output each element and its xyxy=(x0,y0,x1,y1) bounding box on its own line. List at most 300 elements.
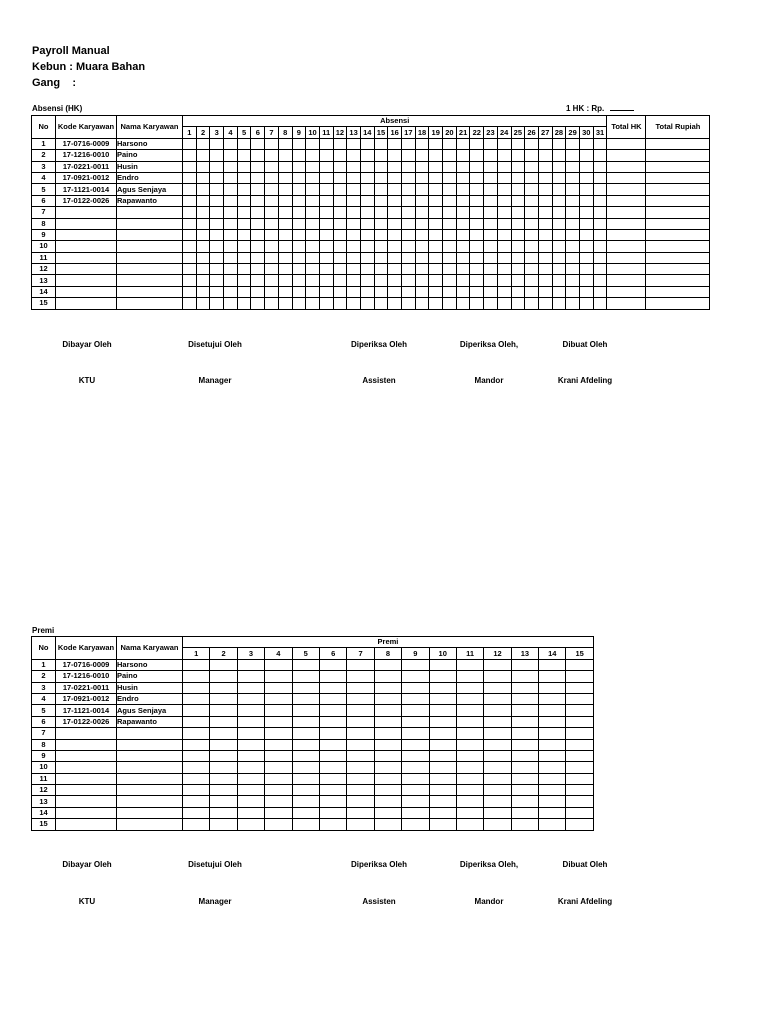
attendance-cell[interactable] xyxy=(360,275,374,286)
premi-cell[interactable] xyxy=(566,785,593,796)
attendance-cell[interactable] xyxy=(388,264,402,275)
attendance-cell[interactable] xyxy=(374,184,388,195)
attendance-cell[interactable] xyxy=(525,184,539,195)
attendance-cell[interactable] xyxy=(388,150,402,161)
premi-cell[interactable] xyxy=(456,693,483,704)
attendance-cell[interactable] xyxy=(456,207,470,218)
premi-cell[interactable] xyxy=(484,693,511,704)
premi-cell[interactable] xyxy=(210,750,237,761)
attendance-cell[interactable] xyxy=(347,264,361,275)
attendance-cell[interactable] xyxy=(579,264,593,275)
attendance-cell[interactable] xyxy=(265,172,279,183)
attendance-cell[interactable] xyxy=(374,241,388,252)
premi-cell[interactable] xyxy=(292,807,319,818)
attendance-cell[interactable] xyxy=(497,172,511,183)
attendance-cell[interactable] xyxy=(552,264,566,275)
attendance-cell[interactable] xyxy=(497,252,511,263)
premi-cell[interactable] xyxy=(429,693,456,704)
attendance-cell[interactable] xyxy=(265,161,279,172)
premi-cell[interactable] xyxy=(237,762,264,773)
premi-cell[interactable] xyxy=(319,671,346,682)
attendance-cell[interactable] xyxy=(593,184,607,195)
attendance-cell[interactable] xyxy=(552,275,566,286)
total-rupiah-cell[interactable] xyxy=(646,264,710,275)
total-hk-cell[interactable] xyxy=(607,218,646,229)
attendance-cell[interactable] xyxy=(333,218,347,229)
attendance-cell[interactable] xyxy=(278,241,292,252)
attendance-cell[interactable] xyxy=(196,172,210,183)
attendance-cell[interactable] xyxy=(210,138,224,149)
attendance-cell[interactable] xyxy=(333,161,347,172)
attendance-cell[interactable] xyxy=(470,172,484,183)
attendance-cell[interactable] xyxy=(251,229,265,240)
attendance-cell[interactable] xyxy=(402,150,416,161)
attendance-cell[interactable] xyxy=(360,161,374,172)
attendance-cell[interactable] xyxy=(237,286,251,297)
attendance-cell[interactable] xyxy=(347,241,361,252)
premi-cell[interactable] xyxy=(566,819,593,830)
premi-cell[interactable] xyxy=(319,796,346,807)
attendance-cell[interactable] xyxy=(429,150,443,161)
premi-cell[interactable] xyxy=(539,796,566,807)
premi-cell[interactable] xyxy=(292,659,319,670)
attendance-cell[interactable] xyxy=(347,252,361,263)
attendance-cell[interactable] xyxy=(497,161,511,172)
premi-cell[interactable] xyxy=(402,659,429,670)
attendance-cell[interactable] xyxy=(265,275,279,286)
attendance-cell[interactable] xyxy=(415,252,429,263)
attendance-cell[interactable] xyxy=(224,241,238,252)
attendance-cell[interactable] xyxy=(251,286,265,297)
premi-cell[interactable] xyxy=(539,807,566,818)
attendance-cell[interactable] xyxy=(525,172,539,183)
premi-cell[interactable] xyxy=(292,693,319,704)
premi-cell[interactable] xyxy=(402,819,429,830)
attendance-cell[interactable] xyxy=(278,264,292,275)
attendance-cell[interactable] xyxy=(484,218,498,229)
attendance-cell[interactable] xyxy=(374,195,388,206)
premi-cell[interactable] xyxy=(292,728,319,739)
attendance-cell[interactable] xyxy=(278,184,292,195)
attendance-cell[interactable] xyxy=(552,195,566,206)
attendance-cell[interactable] xyxy=(511,195,525,206)
attendance-cell[interactable] xyxy=(210,184,224,195)
premi-cell[interactable] xyxy=(347,796,374,807)
premi-cell[interactable] xyxy=(183,739,210,750)
attendance-cell[interactable] xyxy=(402,241,416,252)
attendance-cell[interactable] xyxy=(210,252,224,263)
attendance-cell[interactable] xyxy=(484,184,498,195)
premi-cell[interactable] xyxy=(265,750,292,761)
attendance-cell[interactable] xyxy=(306,229,320,240)
attendance-cell[interactable] xyxy=(415,298,429,309)
attendance-cell[interactable] xyxy=(538,252,552,263)
attendance-cell[interactable] xyxy=(237,207,251,218)
attendance-cell[interactable] xyxy=(443,161,457,172)
total-hk-cell[interactable] xyxy=(607,138,646,149)
attendance-cell[interactable] xyxy=(237,138,251,149)
premi-cell[interactable] xyxy=(319,807,346,818)
premi-cell[interactable] xyxy=(429,762,456,773)
attendance-cell[interactable] xyxy=(497,286,511,297)
premi-cell[interactable] xyxy=(429,705,456,716)
attendance-cell[interactable] xyxy=(333,207,347,218)
premi-cell[interactable] xyxy=(183,671,210,682)
total-rupiah-cell[interactable] xyxy=(646,218,710,229)
attendance-cell[interactable] xyxy=(306,207,320,218)
attendance-cell[interactable] xyxy=(593,195,607,206)
attendance-cell[interactable] xyxy=(292,218,306,229)
premi-cell[interactable] xyxy=(183,773,210,784)
attendance-cell[interactable] xyxy=(196,184,210,195)
premi-cell[interactable] xyxy=(511,671,538,682)
premi-cell[interactable] xyxy=(319,705,346,716)
attendance-cell[interactable] xyxy=(196,218,210,229)
premi-cell[interactable] xyxy=(456,807,483,818)
attendance-cell[interactable] xyxy=(292,207,306,218)
premi-cell[interactable] xyxy=(183,819,210,830)
premi-cell[interactable] xyxy=(539,819,566,830)
premi-cell[interactable] xyxy=(511,728,538,739)
attendance-cell[interactable] xyxy=(210,241,224,252)
premi-cell[interactable] xyxy=(402,762,429,773)
attendance-cell[interactable] xyxy=(579,172,593,183)
attendance-cell[interactable] xyxy=(251,264,265,275)
total-rupiah-cell[interactable] xyxy=(646,138,710,149)
premi-cell[interactable] xyxy=(539,659,566,670)
premi-cell[interactable] xyxy=(566,682,593,693)
attendance-cell[interactable] xyxy=(237,184,251,195)
attendance-cell[interactable] xyxy=(374,150,388,161)
attendance-cell[interactable] xyxy=(511,138,525,149)
premi-cell[interactable] xyxy=(511,739,538,750)
premi-cell[interactable] xyxy=(456,773,483,784)
attendance-cell[interactable] xyxy=(538,161,552,172)
premi-cell[interactable] xyxy=(347,750,374,761)
attendance-cell[interactable] xyxy=(552,207,566,218)
attendance-cell[interactable] xyxy=(429,207,443,218)
total-hk-cell[interactable] xyxy=(607,286,646,297)
premi-cell[interactable] xyxy=(237,785,264,796)
attendance-cell[interactable] xyxy=(347,275,361,286)
attendance-cell[interactable] xyxy=(443,298,457,309)
attendance-cell[interactable] xyxy=(196,264,210,275)
attendance-cell[interactable] xyxy=(511,241,525,252)
attendance-cell[interactable] xyxy=(566,172,580,183)
total-rupiah-cell[interactable] xyxy=(646,275,710,286)
attendance-cell[interactable] xyxy=(443,252,457,263)
attendance-cell[interactable] xyxy=(566,286,580,297)
attendance-cell[interactable] xyxy=(224,207,238,218)
attendance-cell[interactable] xyxy=(566,229,580,240)
attendance-cell[interactable] xyxy=(292,172,306,183)
premi-cell[interactable] xyxy=(429,819,456,830)
attendance-cell[interactable] xyxy=(319,161,333,172)
attendance-cell[interactable] xyxy=(265,286,279,297)
premi-cell[interactable] xyxy=(319,659,346,670)
attendance-cell[interactable] xyxy=(552,184,566,195)
attendance-cell[interactable] xyxy=(360,138,374,149)
attendance-cell[interactable] xyxy=(593,298,607,309)
attendance-cell[interactable] xyxy=(497,138,511,149)
premi-cell[interactable] xyxy=(429,785,456,796)
attendance-cell[interactable] xyxy=(210,207,224,218)
attendance-cell[interactable] xyxy=(470,150,484,161)
attendance-cell[interactable] xyxy=(429,161,443,172)
premi-cell[interactable] xyxy=(292,705,319,716)
attendance-cell[interactable] xyxy=(511,252,525,263)
premi-cell[interactable] xyxy=(347,671,374,682)
premi-cell[interactable] xyxy=(183,785,210,796)
attendance-cell[interactable] xyxy=(251,161,265,172)
premi-cell[interactable] xyxy=(374,807,401,818)
premi-cell[interactable] xyxy=(292,671,319,682)
attendance-cell[interactable] xyxy=(196,195,210,206)
attendance-cell[interactable] xyxy=(429,138,443,149)
premi-cell[interactable] xyxy=(265,716,292,727)
attendance-cell[interactable] xyxy=(497,275,511,286)
attendance-cell[interactable] xyxy=(415,172,429,183)
attendance-cell[interactable] xyxy=(183,252,197,263)
premi-cell[interactable] xyxy=(539,693,566,704)
attendance-cell[interactable] xyxy=(593,229,607,240)
attendance-cell[interactable] xyxy=(538,241,552,252)
attendance-cell[interactable] xyxy=(347,286,361,297)
attendance-cell[interactable] xyxy=(538,218,552,229)
attendance-cell[interactable] xyxy=(402,252,416,263)
attendance-cell[interactable] xyxy=(265,138,279,149)
attendance-cell[interactable] xyxy=(183,229,197,240)
attendance-cell[interactable] xyxy=(347,172,361,183)
premi-cell[interactable] xyxy=(265,705,292,716)
attendance-cell[interactable] xyxy=(374,298,388,309)
attendance-cell[interactable] xyxy=(278,275,292,286)
premi-cell[interactable] xyxy=(319,693,346,704)
attendance-cell[interactable] xyxy=(415,218,429,229)
attendance-cell[interactable] xyxy=(319,195,333,206)
attendance-cell[interactable] xyxy=(319,172,333,183)
premi-cell[interactable] xyxy=(429,659,456,670)
premi-cell[interactable] xyxy=(402,807,429,818)
attendance-cell[interactable] xyxy=(278,286,292,297)
attendance-cell[interactable] xyxy=(484,150,498,161)
attendance-cell[interactable] xyxy=(265,184,279,195)
attendance-cell[interactable] xyxy=(579,241,593,252)
attendance-cell[interactable] xyxy=(224,172,238,183)
premi-cell[interactable] xyxy=(539,682,566,693)
premi-cell[interactable] xyxy=(319,682,346,693)
attendance-cell[interactable] xyxy=(251,150,265,161)
attendance-cell[interactable] xyxy=(292,150,306,161)
premi-cell[interactable] xyxy=(237,819,264,830)
premi-cell[interactable] xyxy=(511,796,538,807)
premi-cell[interactable] xyxy=(456,750,483,761)
attendance-cell[interactable] xyxy=(511,264,525,275)
premi-cell[interactable] xyxy=(484,716,511,727)
attendance-cell[interactable] xyxy=(347,207,361,218)
premi-cell[interactable] xyxy=(456,728,483,739)
attendance-cell[interactable] xyxy=(388,286,402,297)
attendance-cell[interactable] xyxy=(497,218,511,229)
attendance-cell[interactable] xyxy=(538,138,552,149)
premi-cell[interactable] xyxy=(319,750,346,761)
attendance-cell[interactable] xyxy=(278,298,292,309)
attendance-cell[interactable] xyxy=(278,138,292,149)
attendance-cell[interactable] xyxy=(593,207,607,218)
attendance-cell[interactable] xyxy=(497,264,511,275)
attendance-cell[interactable] xyxy=(237,229,251,240)
attendance-cell[interactable] xyxy=(429,298,443,309)
premi-cell[interactable] xyxy=(484,819,511,830)
premi-cell[interactable] xyxy=(292,785,319,796)
premi-cell[interactable] xyxy=(265,693,292,704)
attendance-cell[interactable] xyxy=(593,241,607,252)
premi-cell[interactable] xyxy=(183,693,210,704)
attendance-cell[interactable] xyxy=(484,275,498,286)
attendance-cell[interactable] xyxy=(319,218,333,229)
attendance-cell[interactable] xyxy=(360,218,374,229)
attendance-cell[interactable] xyxy=(511,184,525,195)
attendance-cell[interactable] xyxy=(566,161,580,172)
attendance-cell[interactable] xyxy=(306,298,320,309)
attendance-cell[interactable] xyxy=(443,286,457,297)
attendance-cell[interactable] xyxy=(566,207,580,218)
attendance-cell[interactable] xyxy=(183,286,197,297)
attendance-cell[interactable] xyxy=(292,138,306,149)
attendance-cell[interactable] xyxy=(511,172,525,183)
attendance-cell[interactable] xyxy=(224,229,238,240)
premi-cell[interactable] xyxy=(484,659,511,670)
attendance-cell[interactable] xyxy=(429,252,443,263)
premi-cell[interactable] xyxy=(511,682,538,693)
total-hk-cell[interactable] xyxy=(607,207,646,218)
attendance-cell[interactable] xyxy=(292,184,306,195)
premi-cell[interactable] xyxy=(292,773,319,784)
premi-cell[interactable] xyxy=(402,705,429,716)
premi-cell[interactable] xyxy=(484,796,511,807)
attendance-cell[interactable] xyxy=(210,150,224,161)
premi-cell[interactable] xyxy=(183,682,210,693)
premi-cell[interactable] xyxy=(265,819,292,830)
attendance-cell[interactable] xyxy=(319,207,333,218)
attendance-cell[interactable] xyxy=(456,172,470,183)
attendance-cell[interactable] xyxy=(429,218,443,229)
premi-cell[interactable] xyxy=(539,785,566,796)
attendance-cell[interactable] xyxy=(265,241,279,252)
attendance-cell[interactable] xyxy=(251,195,265,206)
attendance-cell[interactable] xyxy=(333,150,347,161)
attendance-cell[interactable] xyxy=(402,229,416,240)
attendance-cell[interactable] xyxy=(278,218,292,229)
attendance-cell[interactable] xyxy=(237,172,251,183)
total-rupiah-cell[interactable] xyxy=(646,172,710,183)
attendance-cell[interactable] xyxy=(306,172,320,183)
attendance-cell[interactable] xyxy=(210,161,224,172)
attendance-cell[interactable] xyxy=(511,161,525,172)
attendance-cell[interactable] xyxy=(292,252,306,263)
premi-cell[interactable] xyxy=(319,728,346,739)
premi-cell[interactable] xyxy=(237,807,264,818)
attendance-cell[interactable] xyxy=(511,218,525,229)
attendance-cell[interactable] xyxy=(497,298,511,309)
attendance-cell[interactable] xyxy=(579,150,593,161)
attendance-cell[interactable] xyxy=(552,252,566,263)
attendance-cell[interactable] xyxy=(429,286,443,297)
attendance-cell[interactable] xyxy=(552,218,566,229)
premi-cell[interactable] xyxy=(511,693,538,704)
attendance-cell[interactable] xyxy=(196,298,210,309)
attendance-cell[interactable] xyxy=(237,218,251,229)
attendance-cell[interactable] xyxy=(224,184,238,195)
premi-cell[interactable] xyxy=(210,796,237,807)
total-rupiah-cell[interactable] xyxy=(646,161,710,172)
attendance-cell[interactable] xyxy=(593,161,607,172)
premi-cell[interactable] xyxy=(456,819,483,830)
attendance-cell[interactable] xyxy=(237,275,251,286)
attendance-cell[interactable] xyxy=(566,218,580,229)
premi-cell[interactable] xyxy=(210,762,237,773)
attendance-cell[interactable] xyxy=(511,207,525,218)
attendance-cell[interactable] xyxy=(319,252,333,263)
premi-cell[interactable] xyxy=(265,682,292,693)
attendance-cell[interactable] xyxy=(388,298,402,309)
attendance-cell[interactable] xyxy=(402,298,416,309)
attendance-cell[interactable] xyxy=(552,138,566,149)
attendance-cell[interactable] xyxy=(251,138,265,149)
premi-cell[interactable] xyxy=(456,739,483,750)
attendance-cell[interactable] xyxy=(251,207,265,218)
premi-cell[interactable] xyxy=(402,728,429,739)
attendance-cell[interactable] xyxy=(360,195,374,206)
premi-cell[interactable] xyxy=(429,671,456,682)
attendance-cell[interactable] xyxy=(196,138,210,149)
premi-cell[interactable] xyxy=(456,705,483,716)
attendance-cell[interactable] xyxy=(402,184,416,195)
premi-cell[interactable] xyxy=(511,807,538,818)
attendance-cell[interactable] xyxy=(388,252,402,263)
premi-cell[interactable] xyxy=(539,750,566,761)
attendance-cell[interactable] xyxy=(388,161,402,172)
attendance-cell[interactable] xyxy=(415,150,429,161)
attendance-cell[interactable] xyxy=(388,138,402,149)
attendance-cell[interactable] xyxy=(360,229,374,240)
attendance-cell[interactable] xyxy=(306,218,320,229)
premi-cell[interactable] xyxy=(429,728,456,739)
attendance-cell[interactable] xyxy=(456,161,470,172)
attendance-cell[interactable] xyxy=(415,207,429,218)
premi-cell[interactable] xyxy=(347,659,374,670)
attendance-cell[interactable] xyxy=(360,298,374,309)
attendance-cell[interactable] xyxy=(183,195,197,206)
attendance-cell[interactable] xyxy=(183,161,197,172)
attendance-cell[interactable] xyxy=(333,138,347,149)
attendance-cell[interactable] xyxy=(538,264,552,275)
premi-cell[interactable] xyxy=(347,762,374,773)
premi-cell[interactable] xyxy=(566,693,593,704)
premi-cell[interactable] xyxy=(374,762,401,773)
premi-cell[interactable] xyxy=(374,693,401,704)
attendance-cell[interactable] xyxy=(347,184,361,195)
attendance-cell[interactable] xyxy=(497,150,511,161)
attendance-cell[interactable] xyxy=(566,298,580,309)
attendance-cell[interactable] xyxy=(566,241,580,252)
attendance-cell[interactable] xyxy=(237,252,251,263)
attendance-cell[interactable] xyxy=(210,286,224,297)
attendance-cell[interactable] xyxy=(402,264,416,275)
attendance-cell[interactable] xyxy=(224,218,238,229)
premi-cell[interactable] xyxy=(347,728,374,739)
attendance-cell[interactable] xyxy=(497,229,511,240)
